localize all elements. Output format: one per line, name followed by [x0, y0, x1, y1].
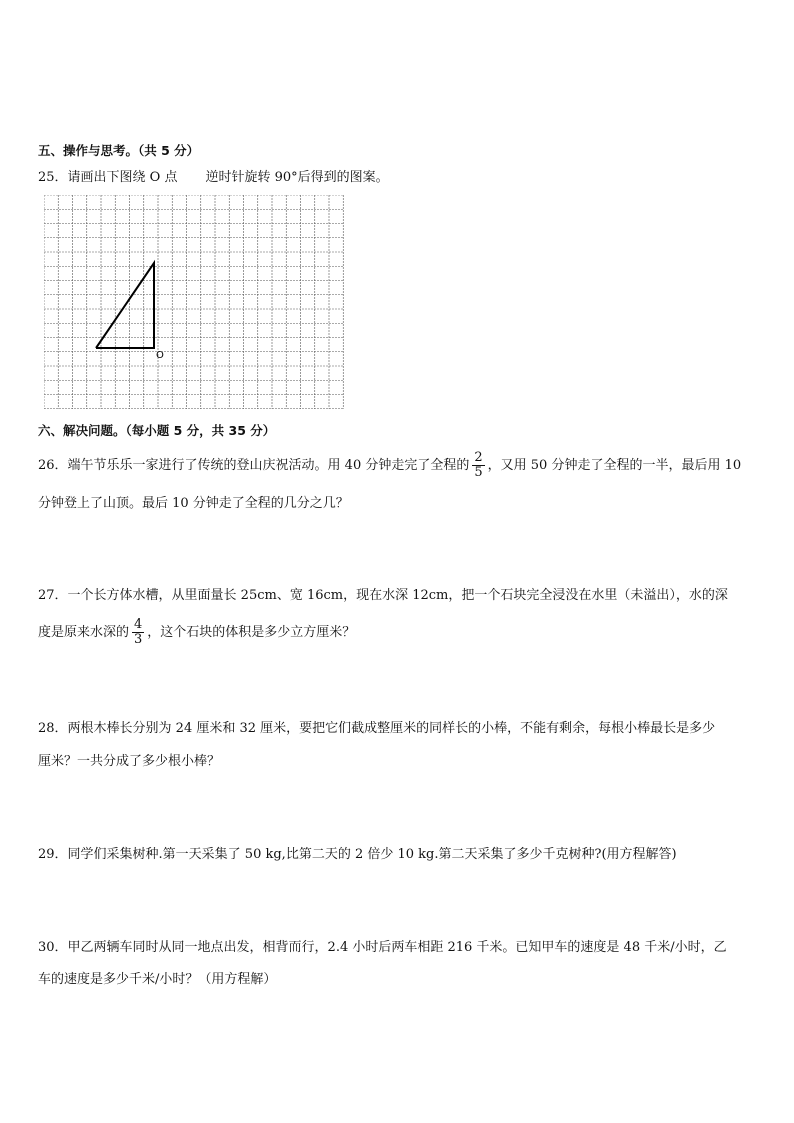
question-29-line-1: 29．同学们采集树种.第一天采集了 50 kg,比第二天的 2 倍少 10 kg.第二天采集了多少千克树种?(用方程解答)	[38, 847, 677, 862]
question-25	[38, 166, 389, 185]
question-28-line-2: 厘米？一共分成了多少根小棒？	[38, 754, 221, 769]
triangle-figure	[96, 263, 154, 348]
grid-lines	[44, 195, 343, 409]
fraction-numerator: 2	[474, 450, 483, 465]
q26-text-before: 26．端午节乐乐一家进行了传统的登山庆祝活动。用 40 分钟走完了全程的	[38, 458, 470, 473]
q27-text-before: 度是原来水深的	[38, 625, 130, 640]
question-30-line-2: 车的速度是多少千米/小时？（用方程解）	[38, 972, 277, 987]
fraction-numerator: 4	[134, 617, 143, 632]
question-26-line-1	[38, 451, 741, 480]
question-27-line-2	[38, 618, 355, 647]
q27-text-after: ，这个石块的体积是多少立方厘米？	[147, 625, 356, 640]
grid-figure	[44, 195, 345, 409]
q26-fraction	[472, 451, 484, 480]
question-28-line-1: 28．两根木棒长分别为 24 厘米和 32 厘米，要把它们截成整厘米的同样长的小棒，不能有剩余，每根小棒最长是多少	[38, 721, 716, 736]
question-27-line-1: 27．一个长方体水槽，从里面量长 25cm、宽 16cm，现在水深 12cm，把一个石块完全浸没在水里（未溢出），水的深	[38, 588, 728, 603]
q27-fraction	[132, 618, 144, 647]
fraction-denominator: 5	[474, 465, 483, 480]
q26-text-after: ，又用 50 分钟走了全程的一半，最后用 10	[487, 458, 742, 473]
section-6-title: 六、解决问题。（每小题 5 分，共 35 分）	[38, 423, 276, 438]
question-26-line-2: 分钟登上了山顶。最后 10 分钟走了全程的几分之几？	[38, 496, 349, 511]
q25-text-after: 逆时针旋转 90°后得到的图案。	[205, 170, 389, 185]
q25-text-before: 25．请画出下图绕 O 点	[38, 170, 178, 185]
question-30-line-1: 30．甲乙两辆车同时从同一地点出发，相背而行，2.4 小时后两车相距 216 千米。已知甲车的速度是 48 千米/小时，乙	[38, 940, 727, 955]
point-o-label: O	[156, 350, 164, 361]
section-5-title: 五、操作与思考。（共 5 分）	[38, 143, 200, 158]
fraction-denominator: 3	[134, 632, 143, 647]
